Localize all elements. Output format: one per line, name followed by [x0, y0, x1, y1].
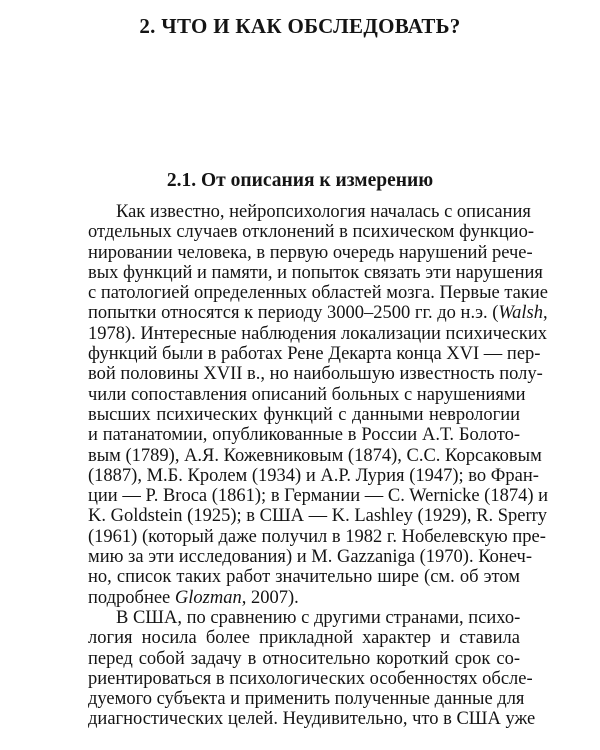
text-line: вым (1789), А.Я. Кожевниковым (1874), С.С. Корсаковым [88, 445, 542, 466]
text-line: и патанатомии, опубликованные в России А.Т. Болото- [88, 425, 520, 446]
text-line: логия носила более прикладной характер и ставила [88, 628, 520, 649]
text-line: вой половины XVII в., но наибольшую известность полу- [88, 364, 543, 385]
text-line: Как известно, нейропсихология началась с описания [116, 202, 531, 222]
text-line: попытки относятся к периоду 3000–2500 гг. до н.э. (Walsh, [88, 303, 548, 324]
text-line: подробнее Glozman, 2007). [88, 587, 299, 608]
text-line: риентироваться в психологических особенностях обсле- [88, 668, 533, 689]
text-line: вых функций и памяти, и попыток связать эти нарушения [88, 262, 543, 283]
section-title: 2.1. От описания к измерению [166, 170, 434, 191]
text-line: но, список таких работ значительно шире (см. об этом [88, 567, 520, 588]
text-line: мию за эти исследования) и M. Gazzaniga (1970). Конеч- [88, 547, 532, 568]
text-line: K. Goldstein (1925); в США — K. Lashley (1929), R. Sperry [88, 506, 548, 527]
text-line: отдельных случаев отклонений в психическом функцио- [88, 222, 534, 243]
text-line: диагностических целей. Неудивительно, что в США уже [88, 709, 536, 730]
text-line: ции — P. Broca (1861); в Германии — C. Wernicke (1874) и [88, 486, 549, 507]
text-line: (1961) (который даже получил в 1982 г. Нобелевскую пре- [88, 526, 546, 547]
text-line: В США, по сравнению с другими странами, психо- [116, 607, 521, 628]
text-line: функций были в работах Рене Декарта конца XVI — пер- [88, 344, 541, 365]
text-line: нировании человека, в первую очередь нарушений рече- [88, 242, 533, 263]
text-line: высших психических функций с данными неврологии [88, 404, 520, 425]
text-line: чили сопоставления описаний больных с нарушениями [88, 384, 526, 405]
text-line: перед собой задачу в относительно короткий срок со- [88, 648, 520, 669]
chapter-title: 2. ЧТО И КАК ОБСЛЕДОВАТЬ? [139, 14, 461, 38]
text-line: с патологией определенных областей мозга. Первые такие [88, 283, 548, 304]
body-text [88, 202, 549, 730]
text-line: дуемого субъекта и применить полученные данные для [88, 689, 525, 710]
text-line: (1887), М.Б. Кролем (1934) и А.Р. Лурия (1947); во Фран- [88, 465, 539, 486]
text-line: 1978). Интересные наблюдения локализации психических [88, 323, 548, 344]
